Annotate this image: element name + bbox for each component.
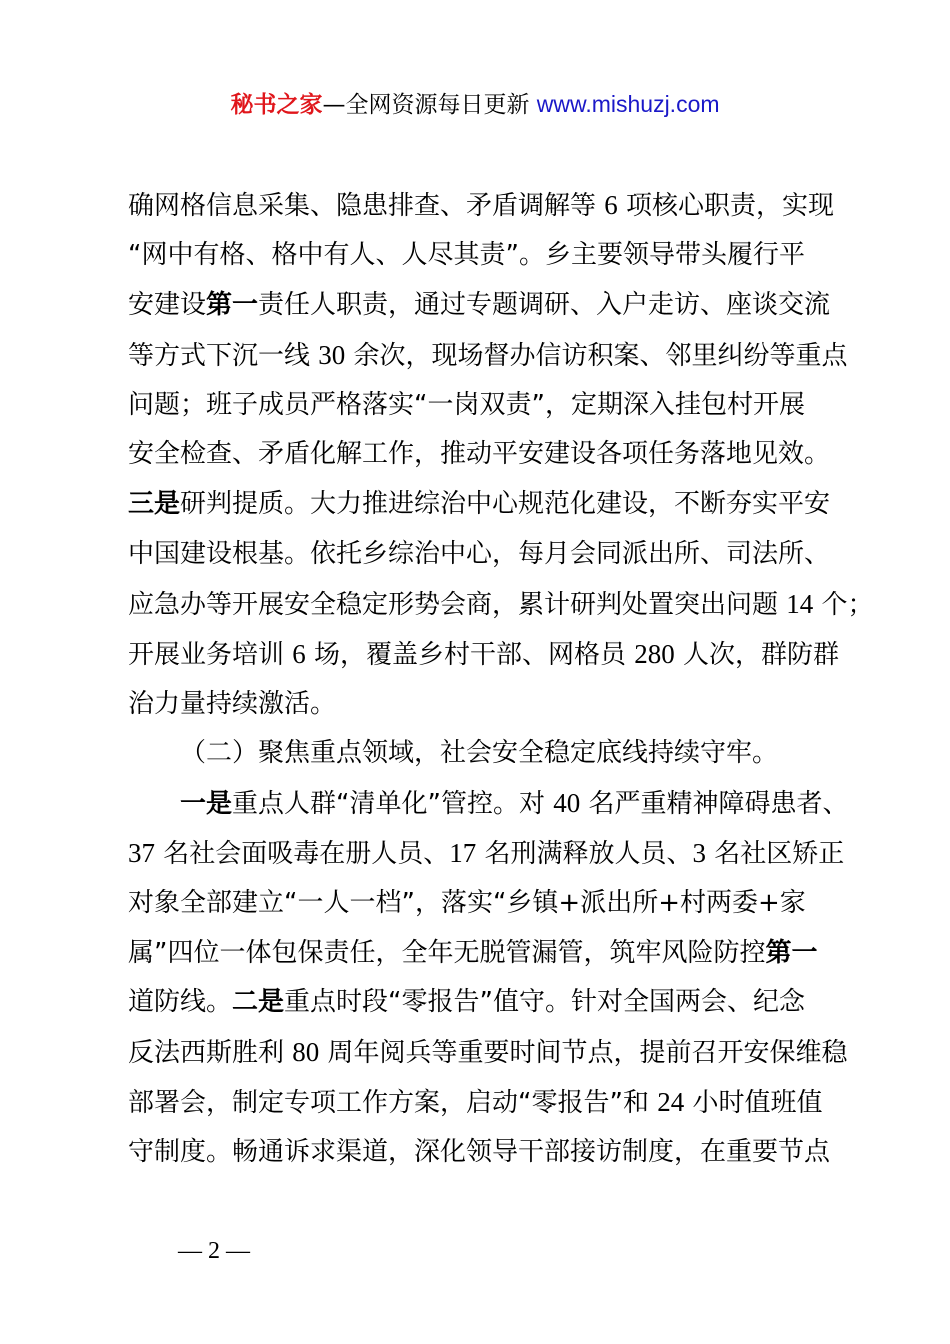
page-number: — 2 — — [178, 1238, 250, 1264]
body-line: 确网格信息采集、隐患排查、矛盾调解等 6 项核心职责，实现 — [128, 190, 835, 221]
body-line: 三是研判提质。大力推进综治中心规范化建设，不断夯实平安 — [128, 489, 831, 519]
body-line: 道防线。二是重点时段“零报告”值守。针对全国两会、纪念 — [128, 987, 805, 1017]
body-line: 问题；班子成员严格落实“一岗双责”，定期深入挂包村开展 — [128, 390, 805, 420]
header-tagline: —全网资源每日更新 — [322, 92, 530, 118]
body-line: 守制度。畅通诉求渠道，深化领导干部接访制度，在重要节点 — [128, 1137, 831, 1167]
body-line: 治力量持续激活。 — [128, 689, 337, 719]
body-line: 开展业务培训 6 场，覆盖乡村干部、网格员 280 人次，群防群 — [128, 639, 840, 670]
brand-name: 秘书之家 — [230, 92, 323, 118]
site-header — [0, 86, 950, 123]
body-line: 对象全部建立“一人一档”，落实“乡镇+派出所+村两委+家 — [128, 888, 806, 918]
body-line: 中国建设根基。依托乡综治中心，每月会同派出所、司法所、 — [128, 539, 831, 569]
body-line: “网中有格、格中有人、人尽其责”。乡主要领导带头履行平 — [128, 240, 805, 270]
section-heading: （二）聚焦重点领域，社会安全稳定底线持续守牢。 — [180, 738, 779, 768]
body-line: 等方式下沉一线 30 余次，现场督办信访积案、邻里纠纷等重点 — [128, 340, 848, 371]
body-line: 属”四位一体包保责任，全年无脱管漏管，筑牢风险防控第一 — [128, 938, 818, 968]
body-line: 反法西斯胜利 80 周年阅兵等重要时间节点，提前召开安保维稳 — [128, 1037, 848, 1068]
body-line: 安全检查、矛盾化解工作，推动平安建设各项任务落地见效。 — [128, 439, 831, 469]
body-line: 一是重点人群“清单化”管控。对 40 名严重精神障碍患者、 — [180, 788, 849, 819]
body-line: 37 名社会面吸毒在册人员、17 名刑满释放人员、3 名社区矫正 — [128, 838, 845, 869]
site-url[interactable]: www.mishuzj.com — [536, 91, 720, 117]
body-line: 安建设第一责任人职责，通过专题调研、入户走访、座谈交流 — [128, 290, 831, 320]
body-line: 部署会，制定专项工作方案，启动“零报告”和 24 小时值班值 — [128, 1087, 823, 1118]
body-line: 应急办等开展安全稳定形势会商，累计研判处置突出问题 14 个； — [128, 589, 874, 620]
